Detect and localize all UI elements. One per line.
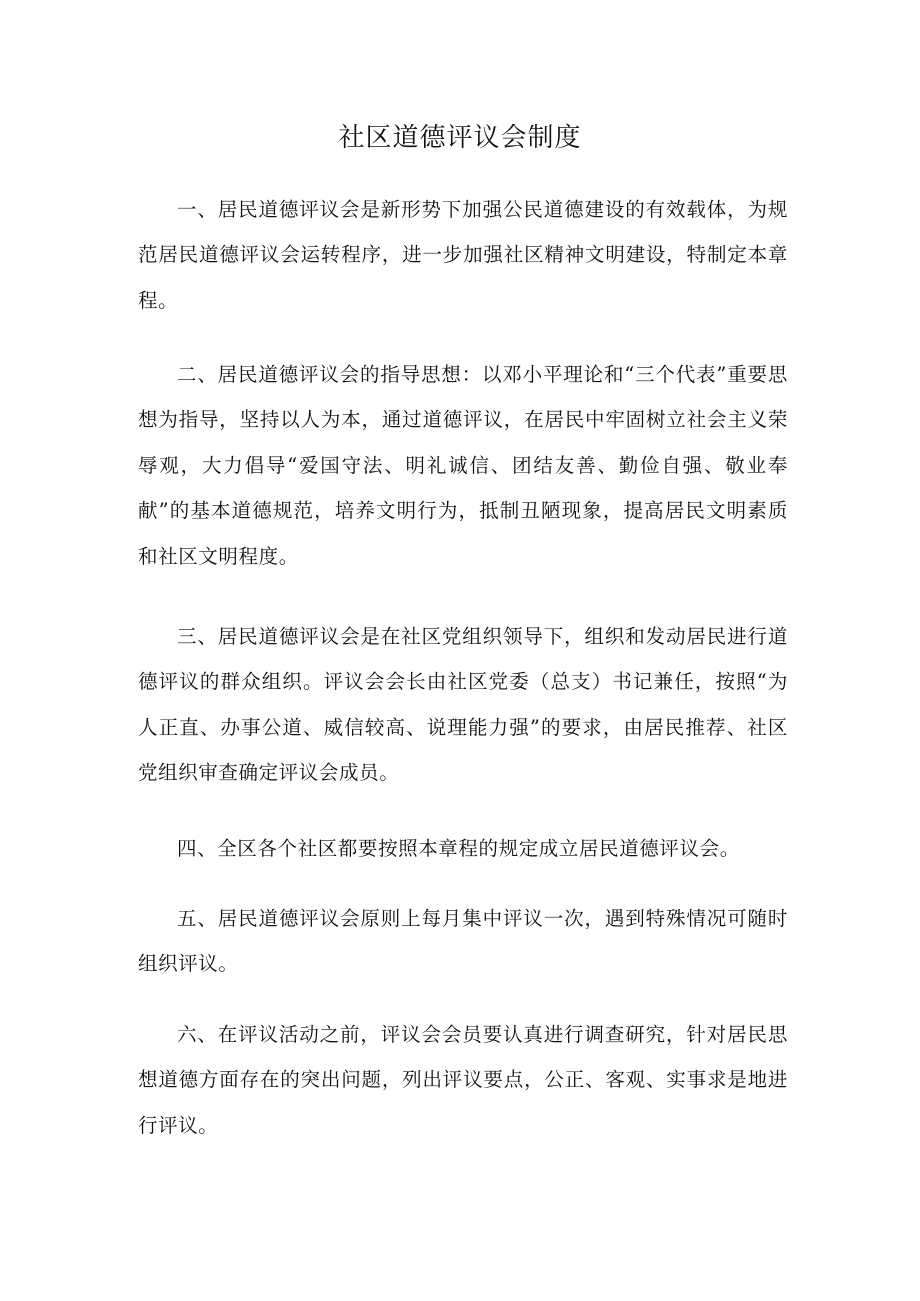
paragraph-5: 五、居民道德评议会原则上每月集中评议一次，遇到特殊情况可随时组织评议。 (138, 907, 788, 976)
paragraph-4: 四、全区各个社区都要按照本章程的规定成立居民道德评议会。 (177, 837, 740, 860)
paragraph-2: 二、居民道德评议会的指导思想：以邓小平理论和“三个代表”重要思想为指导，坚持以人为本，通过道德评议，在居民中牢固树立社会主义荣辱观，大力倡导“爱国守法、明礼诚信、团结友善、勤俭自强、敬业奉献”的基本道德规范，培养文明行为，抵制丑陋现象，提高居民文明素质和社区文明程度。 (138, 363, 788, 568)
paragraph-1: 一、居民道德评议会是新形势下加强公民道德建设的有效载体，为规范居民道德评议会运转程序，进一步加强社区精神文明建设，特制定本章程。 (138, 198, 788, 312)
paragraph-6: 六、在评议活动之前，评议会会员要认真进行调查研究，针对居民思想道德方面存在的突出问题，列出评议要点，公正、客观、实事求是地进行评议。 (138, 1023, 788, 1137)
paragraph-3: 三、居民道德评议会是在社区党组织领导下，组织和发动居民进行道德评议的群众组织。评议会会长由社区党委（总支）书记兼任，按照“为人正直、办事公道、威信较高、说理能力强”的要求，由居民推荐、社区党组织审查确定评议会成员。 (138, 625, 788, 785)
document-title: 社区道德评议会制度 (338, 123, 582, 153)
